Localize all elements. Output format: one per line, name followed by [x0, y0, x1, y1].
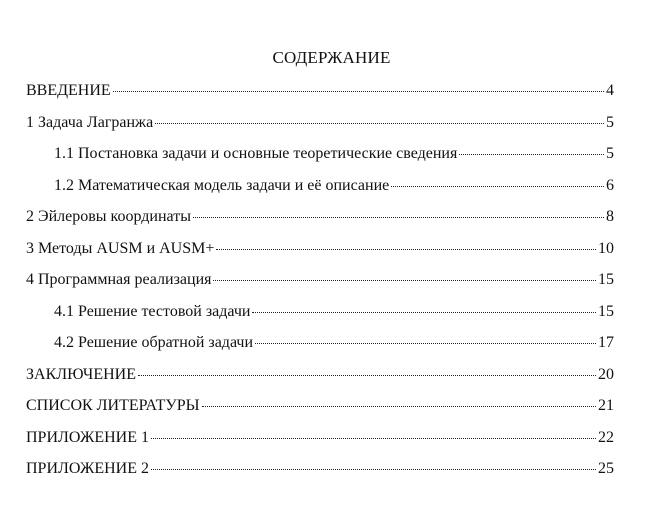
dot-leader	[138, 374, 596, 376]
toc-entry-appendix-1[interactable]	[26, 427, 614, 459]
toc-entry-inverse-problem[interactable]	[26, 332, 614, 364]
toc-entry-page: 8	[606, 208, 614, 225]
dot-leader	[213, 279, 596, 281]
dot-leader	[252, 311, 596, 313]
toc-entry-math-model[interactable]	[26, 175, 614, 207]
toc-entry-text: ЗАКЛЮЧЕНИЕ	[26, 365, 136, 383]
toc-entry-page: 21	[598, 397, 614, 414]
dot-leader	[216, 248, 596, 250]
toc-entry-appendix-2[interactable]	[26, 458, 614, 490]
toc-entry-text: 4.2 Решение обратной задачи	[54, 334, 254, 351]
dot-leader	[255, 342, 596, 344]
toc-entry-text: ПРИЛОЖЕНИЕ 1	[26, 428, 150, 446]
toc-entry-references[interactable]	[26, 395, 614, 427]
toc-entry-page: 5	[606, 113, 614, 131]
dot-leader	[151, 437, 596, 439]
toc-entry-page: 15	[598, 271, 614, 288]
toc-entry-introduction[interactable]	[26, 80, 614, 112]
toc-entry-page: 4	[606, 82, 614, 99]
dot-leader	[202, 405, 596, 407]
dot-leader	[459, 153, 604, 155]
dot-leader	[151, 468, 596, 470]
toc-entry-test-problem[interactable]	[26, 301, 614, 333]
dot-leader	[193, 216, 604, 218]
toc-entry-text: 4.1 Решение тестовой задачи	[54, 302, 251, 320]
toc-entry-text: 4 Программная реализация	[26, 271, 212, 288]
toc-entry-text: 3 Методы AUSM и AUSM+	[26, 239, 215, 257]
toc-entry-text: СПИСОК ЛИТЕРАТУРЫ	[26, 397, 200, 414]
toc-entry-euler-coordinates[interactable]	[26, 206, 614, 238]
toc-entry-page: 20	[598, 365, 614, 383]
dot-leader	[155, 122, 604, 124]
toc-entry-text: ПРИЛОЖЕНИЕ 2	[26, 460, 150, 477]
toc-entry-text: 1 Задача Лагранжа	[26, 113, 154, 131]
dot-leader	[391, 185, 604, 187]
toc-entry-conclusion[interactable]	[26, 364, 614, 396]
toc-entry-text: ВВЕДЕНИЕ	[26, 82, 111, 99]
toc-entry-software-implementation[interactable]	[26, 269, 614, 301]
toc-entry-text: 2 Эйлеровы координаты	[26, 208, 191, 225]
toc-entry-page: 15	[598, 302, 614, 320]
dot-leader	[113, 90, 604, 92]
toc-entry-text: 1.2 Математическая модель задачи и её описание	[54, 176, 390, 194]
toc-title: СОДЕРЖАНИЕ	[272, 48, 391, 67]
toc-entry-ausm-methods[interactable]	[26, 238, 614, 270]
toc-entry-page: 17	[598, 334, 614, 351]
toc-entry-page: 5	[606, 145, 614, 162]
toc-entry-lagrange-problem[interactable]	[26, 112, 614, 144]
toc-entry-page: 25	[598, 460, 614, 477]
toc-entry-problem-statement[interactable]	[26, 143, 614, 175]
toc-entry-text: 1.1 Постановка задачи и основные теоретические сведения	[54, 145, 458, 162]
toc-entry-page: 22	[598, 428, 614, 446]
toc-entry-page: 6	[606, 176, 614, 194]
toc-entry-page: 10	[598, 239, 614, 257]
table-of-contents	[26, 80, 614, 490]
